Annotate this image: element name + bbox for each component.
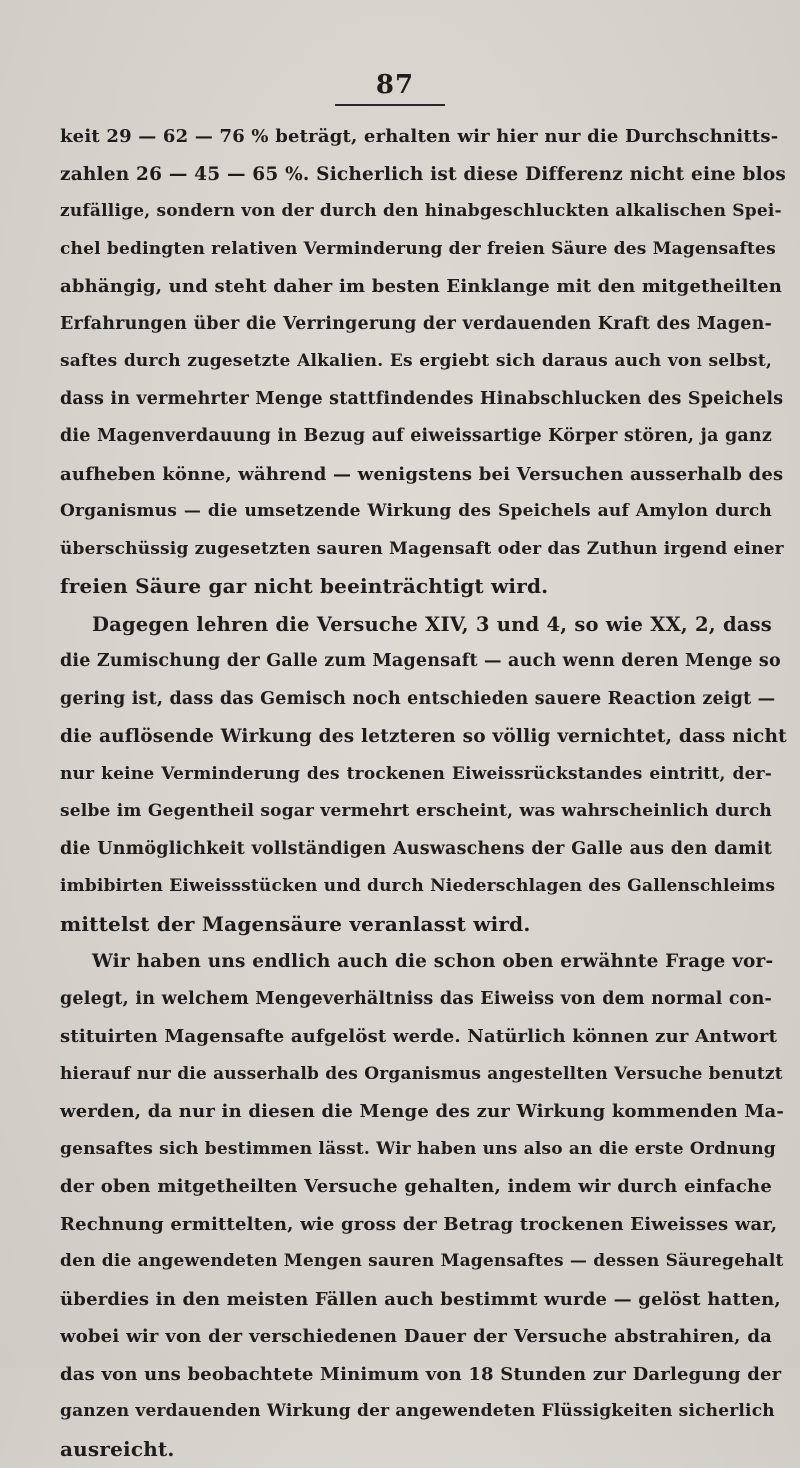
paragraph bbox=[60, 606, 772, 944]
text-line: hierauf nur die ausserhalb des Organismus angestellten Versuche benutzt bbox=[60, 1056, 772, 1094]
text-line: werden, da nur in diesen die Menge des zur Wirkung kommenden Ma- bbox=[60, 1093, 772, 1131]
text-line: stituirten Magensafte aufgelöst werde. Natürlich können zur Antwort bbox=[60, 1018, 772, 1056]
text-line: die Unmöglichkeit vollständigen Auswaschens der Galle aus den damit bbox=[60, 831, 772, 869]
text-line: zahlen 26 — 45 — 65 %. Sicherlich ist diese Differenz nicht eine blos bbox=[60, 156, 772, 194]
text-line: Wir haben uns endlich auch die schon oben erwähnte Frage vor- bbox=[60, 943, 772, 981]
text-line: Rechnung ermittelten, wie gross der Betrag trockenen Eiweisses war, bbox=[60, 1206, 772, 1244]
text-line: keit 29 — 62 — 76 % beträgt, erhalten wir hier nur die Durchschnitts- bbox=[60, 118, 772, 156]
text-line: die Zumischung der Galle zum Magensaft — auch wenn deren Menge so bbox=[60, 643, 772, 681]
text-line: ausreicht. bbox=[60, 1431, 772, 1468]
text-line: mittelst der Magensäure veranlasst wird. bbox=[60, 906, 772, 944]
text-line: ganzen verdauenden Wirkung der angewendeten Flüssigkeiten sicherlich bbox=[60, 1393, 772, 1431]
text-line: dass in vermehrter Menge stattfindendes Hinabschlucken des Speichels bbox=[60, 381, 772, 419]
text-line: gensaftes sich bestimmen lässt. Wir haben uns also an die erste Ordnung bbox=[60, 1131, 772, 1169]
text-line: gelegt, in welchem Mengeverhältniss das Eiweiss von dem normal con- bbox=[60, 981, 772, 1019]
text-line: Dagegen lehren die Versuche XIV, 3 und 4, so wie XX, 2, dass bbox=[60, 606, 772, 644]
text-line: die Magenverdauung in Bezug auf eiweissartige Körper stören, ja ganz bbox=[60, 418, 772, 456]
text-line: den die angewendeten Mengen sauren Magensaftes — dessen Säuregehalt bbox=[60, 1243, 772, 1281]
text-line: freien Säure gar nicht beeinträchtigt wird. bbox=[60, 568, 772, 606]
text-line: wobei wir von der verschiedenen Dauer der Versuche abstrahiren, da bbox=[60, 1318, 772, 1356]
text-line: selbe im Gegentheil sogar vermehrt erscheint, was wahrscheinlich durch bbox=[60, 793, 772, 831]
text-line: zufällige, sondern von der durch den hinabgeschluckten alkalischen Spei- bbox=[60, 193, 772, 231]
page-number: 87 bbox=[355, 70, 435, 100]
text-line: imbibirten Eiweissstücken und durch Niederschlagen des Gallenschleims bbox=[60, 868, 772, 906]
text-line: Erfahrungen über die Verringerung der verdauenden Kraft des Magen- bbox=[60, 306, 772, 344]
text-line: das von uns beobachtete Minimum von 18 Stunden zur Darlegung der bbox=[60, 1356, 772, 1394]
text-line: nur keine Verminderung des trockenen Eiweissrückstandes eintritt, der- bbox=[60, 756, 772, 794]
text-line: gering ist, dass das Gemisch noch entschieden sauere Reaction zeigt — bbox=[60, 681, 772, 719]
paragraph bbox=[60, 118, 772, 606]
text-line: abhängig, und steht daher im besten Einklange mit den mitgetheilten bbox=[60, 268, 772, 306]
text-line: aufheben könne, während — wenigstens bei Versuchen ausserhalb des bbox=[60, 456, 772, 494]
text-line: Organismus — die umsetzende Wirkung des Speichels auf Amylon durch bbox=[60, 493, 772, 531]
page-number-rule bbox=[335, 104, 445, 106]
text-line: chel bedingten relativen Verminderung der freien Säure des Magensaftes bbox=[60, 231, 772, 269]
text-line: der oben mitgetheilten Versuche gehalten, indem wir durch einfache bbox=[60, 1168, 772, 1206]
paragraph bbox=[60, 943, 772, 1468]
text-line: überdies in den meisten Fällen auch bestimmt wurde — gelöst hatten, bbox=[60, 1281, 772, 1319]
text-line: die auflösende Wirkung des letzteren so völlig vernichtet, dass nicht bbox=[60, 718, 772, 756]
text-line: saftes durch zugesetzte Alkalien. Es ergiebt sich daraus auch von selbst, bbox=[60, 343, 772, 381]
body-text bbox=[60, 118, 772, 1468]
text-line: überschüssig zugesetzten sauren Magensaft oder das Zuthun irgend einer bbox=[60, 531, 772, 569]
